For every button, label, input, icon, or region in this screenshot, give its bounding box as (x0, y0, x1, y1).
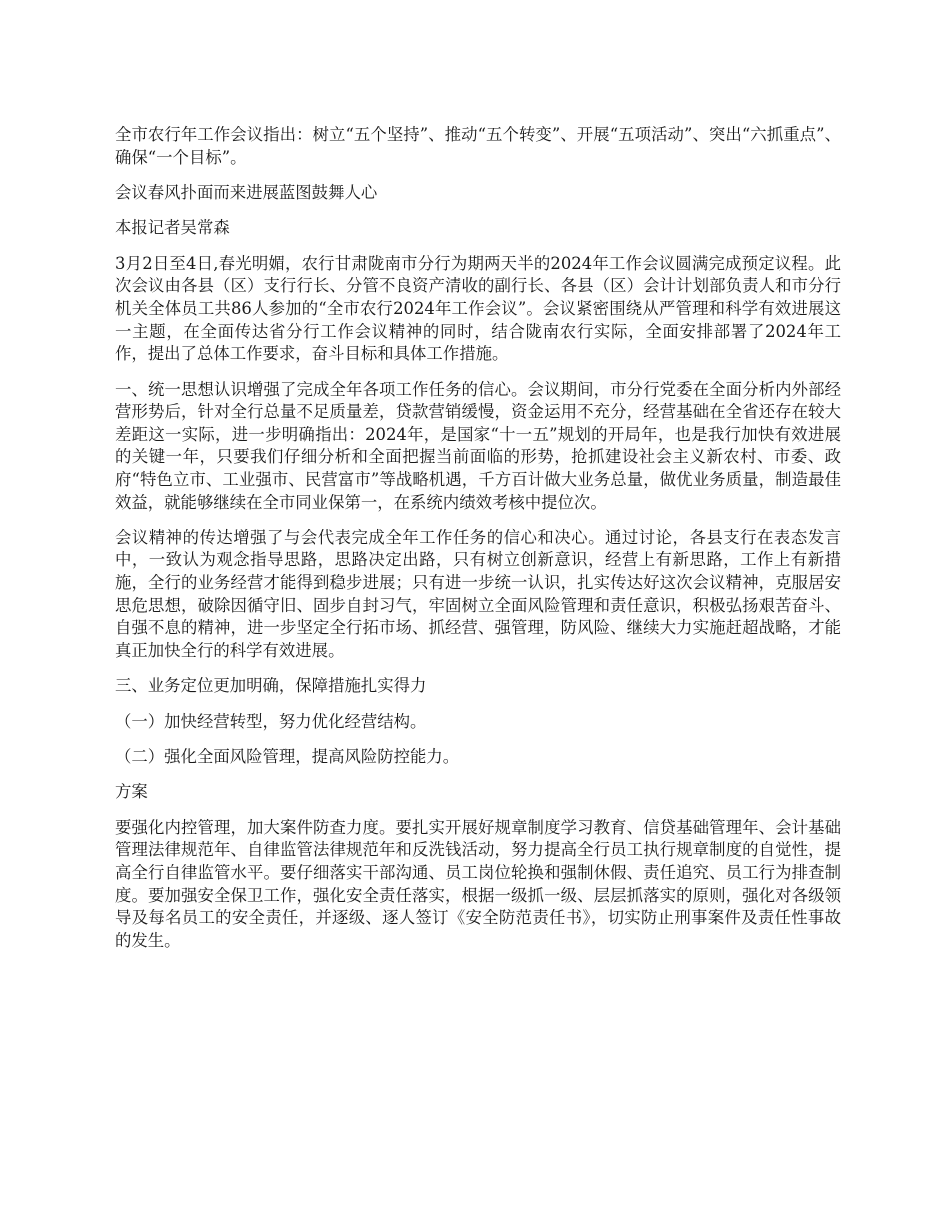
body-paragraph: 会议精神的传达增强了与会代表完成全年工作任务的信心和决心。通过讨论，各县支行在表态发言中，一致认为观念指导思路，思路决定出路，只有树立创新意识，经营上有新思路，工作上有新措施，全行的业务经营才能得到稳步进展；只有进一步统一认识，扎实传达好这次会议精神，克服居安思危思想，破除因循守旧、固步自封习气，牢固树立全面风险管理和责任意识，积极弘扬艰苦奋斗、自强不息的精神，进一步坚定全行拓市场、抓经营、强管理，防风险、继续大力实施赶超战略，才能真正加快全行的科学有效进展。 (115, 527, 841, 660)
section-label: 方案 (115, 782, 148, 802)
document-body (115, 124, 841, 965)
subsection-heading: （二）强化全面风险管理，提高风险防控能力。 (115, 747, 460, 767)
body-paragraph: 一、统一思想认识增强了完成全年各项工作任务的信心。会议期间，市分行党委在全面分析内外部经营形势后，针对全行总量不足质量差，贷款营销缓慢，资金运用不充分，经营基础在全省还存在较大差距这一实际，进一步明确指出：2024年，是国家“十一五”规划的开局年，也是我行加快有效进展的关键一年，只要我们仔细分析和全面把握当前面临的形势，抢抓建设社会主义新农村、市委、政府“特色立市、工业强市、民营富市”等战略机遇，千方百计做大业务总量，做优业务质量，制造最佳效益，就能够继续在全市同业保第一，在系统内绩效考核中提位次。 (115, 379, 841, 512)
byline: 本报记者吴常森 (115, 218, 230, 238)
body-paragraph: 3月2日至4日,春光明媚，农行甘肃陇南市分行为期两天半的2024年工作会议圆满完成预定议程。此次会议由各县（区）支行行长、分管不良资产清收的副行长、各县（区）会计计划部负责人和市分行机关全体员工共86人参加的“全市农行2024年工作会议”。会议紧密围绕从严管理和科学有效进展这一主题，在全面传达省分行工作会议精神的同时，结合陇南农行实际，全面安排部署了2024年工作，提出了总体工作要求，奋斗目标和具体工作措施。 (115, 253, 841, 364)
body-paragraph: 要强化内控管理，加大案件防查力度。要扎实开展好规章制度学习教育、信贷基础管理年、会计基础管理法律规范年、自律监管法律规范年和反洗钱活动，努力提高全行员工执行规章制度的自觉性，提高全行自律监管水平。要仔细落实干部沟通、员工岗位轮换和强制休假、责任追究、员工行为排查制度。要加强安全保卫工作，强化安全责任落实，根据一级抓一级、层层抓落实的原则，强化对各级领导及每名员工的安全责任，并逐级、逐人签订《安全防范责任书》，切实防止刑事案件及责任性事故的发生。 (115, 817, 841, 950)
section-heading: 三、业务定位更加明确，保障措施扎实得力 (115, 676, 427, 696)
subsection-heading: （一）加快经营转型，努力优化经营结构。 (115, 711, 427, 731)
headline: 会议春风扑面而来进展蓝图鼓舞人心 (115, 182, 378, 202)
intro-paragraph: 全市农行年工作会议指出：树立“五个坚持”、推动“五个转变”、开展“五项活动”、突出“六抓重点”、确保“一个目标”。 (115, 125, 841, 167)
